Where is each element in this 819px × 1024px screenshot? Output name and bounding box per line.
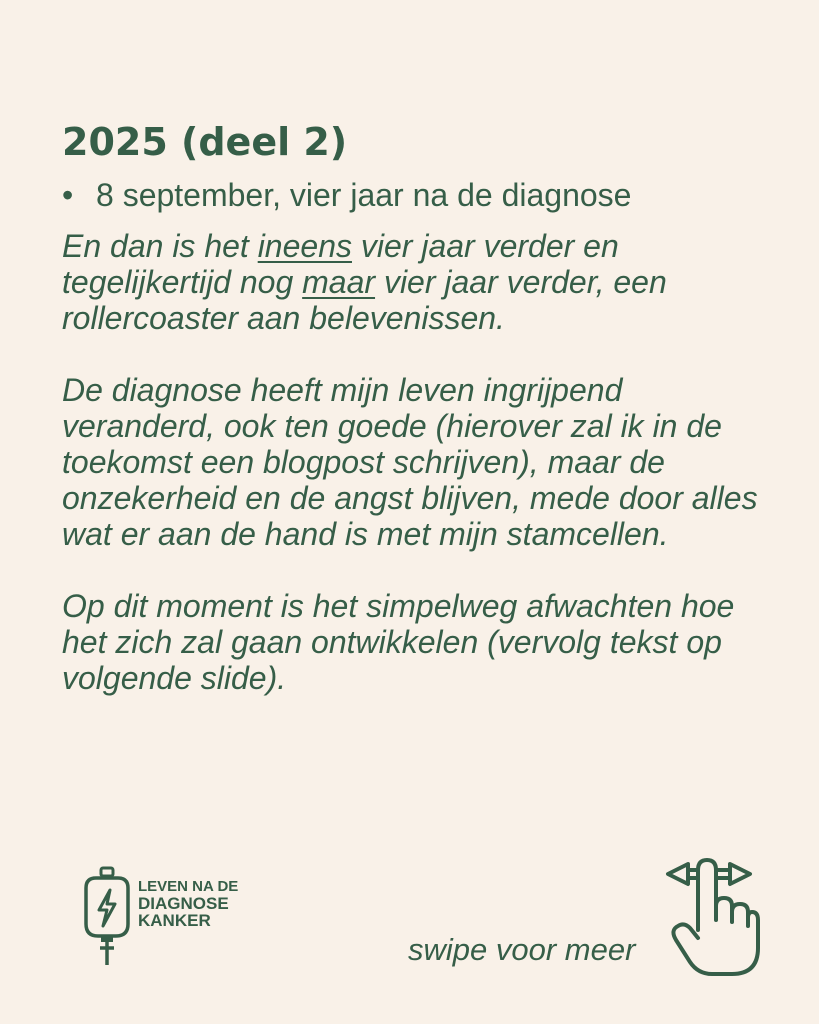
swipe-hand-icon[interactable] [662, 856, 760, 980]
slide-title: 2025 (deel 2) [62, 120, 348, 164]
paragraph-1-part-2: vier jaar verder en tegelijkertijd nog [62, 228, 619, 300]
paragraph-3: Op dit moment is het simpelweg afwachten hoe het zich zal gaan ontwikkelen (vervolg tekst op volgende slide). [62, 588, 735, 696]
paragraph-2: De diagnose heeft mijn leven ingrijpend veranderd, ook ten goede (hierover zal ik in de toekomst een blogpost schrijven), maar de onzekerheid en de angst blijven, mede door alles wat er aan de hand is met mijn stamcellen. [62, 372, 758, 552]
logo-line-2: DIAGNOSE [138, 894, 229, 913]
paragraph-1-part-3: vier jaar verder, een rollercoaster aan belevenissen. [62, 264, 667, 336]
bullet-item [62, 174, 631, 216]
bullet-text: 8 september, vier jaar na de diagnose [96, 177, 632, 213]
logo-line-1: LEVEN NA DE [138, 878, 239, 895]
paragraph-1 [62, 228, 762, 336]
underlined-word-ineens: ineens [257, 228, 352, 264]
bullet-dot: • [62, 177, 74, 213]
logo-text [138, 878, 238, 929]
logo-line-3: KANKER [138, 911, 211, 930]
paragraph-1-part-1: En dan is het [62, 228, 258, 264]
iv-bag-lightning-icon [80, 866, 134, 968]
body-text [62, 228, 762, 732]
brand-logo [80, 866, 238, 968]
swipe-label: swipe voor meer [408, 932, 636, 967]
underlined-word-maar: maar [302, 264, 376, 300]
